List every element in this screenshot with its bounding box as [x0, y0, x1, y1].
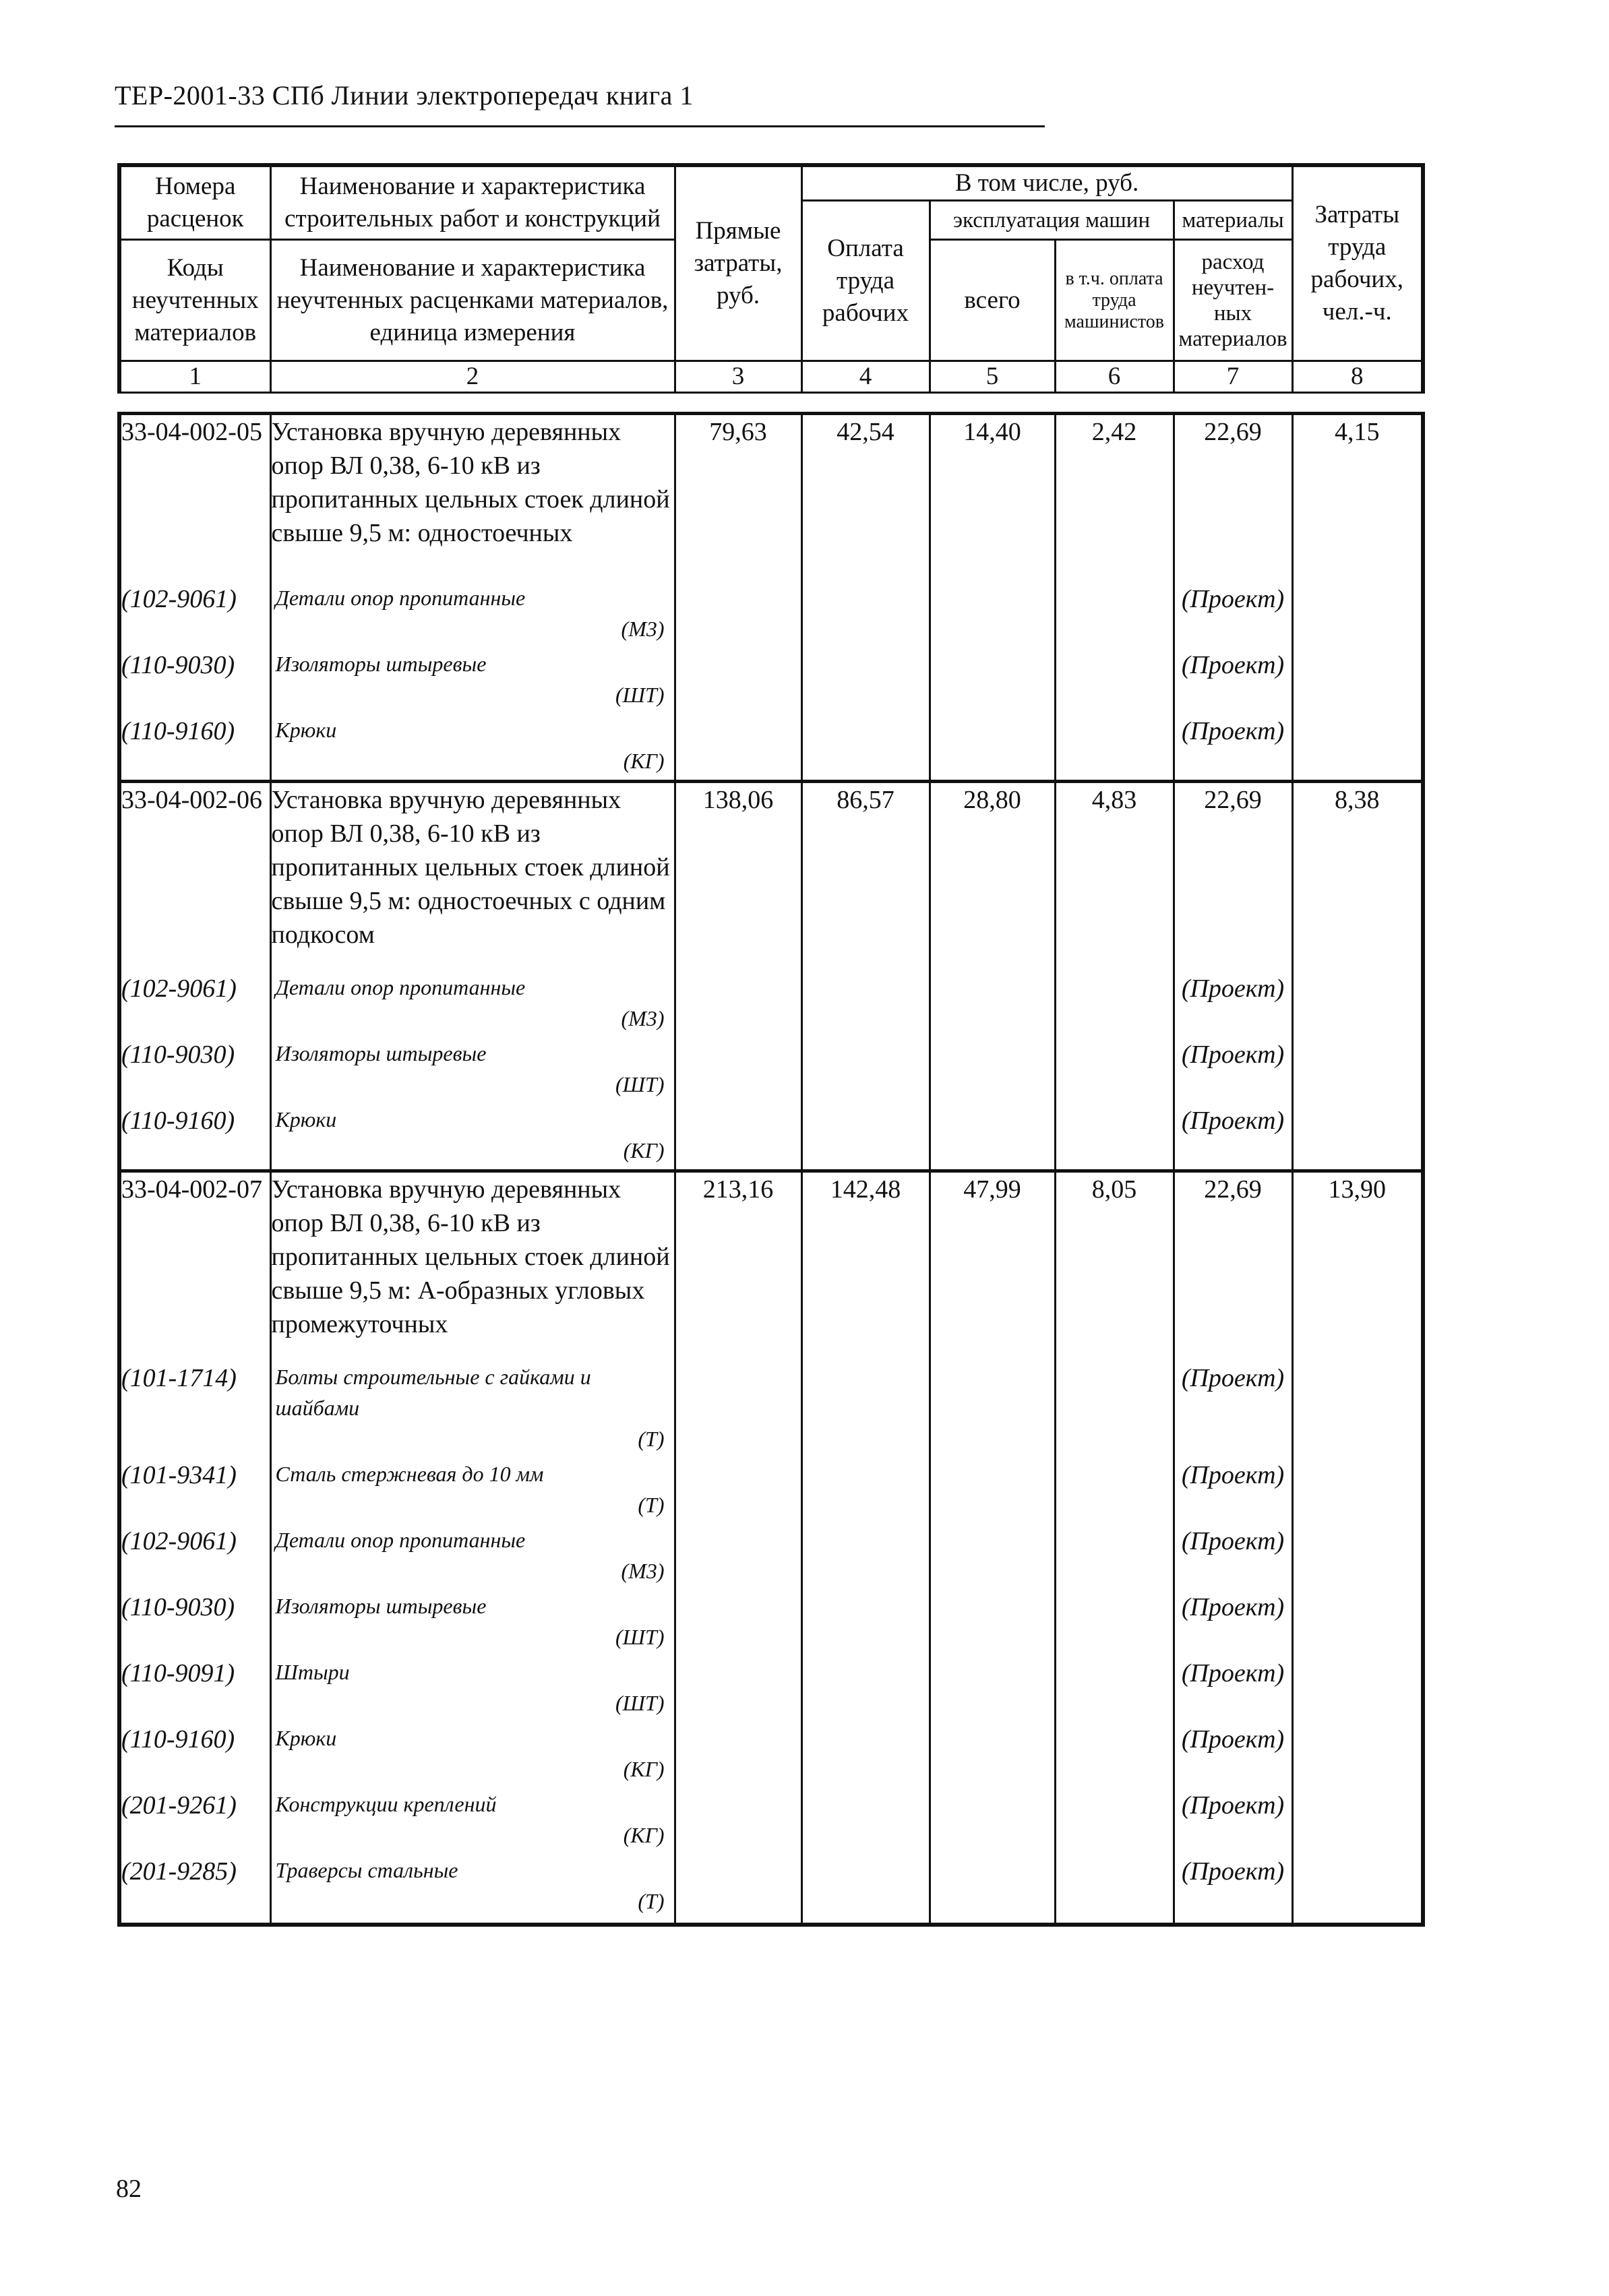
material-name: Изоляторы штыревые [275, 651, 487, 676]
material-unit: (М3) [621, 616, 665, 641]
direct-costs: 138,06 [675, 782, 801, 972]
material-unit: (КГ) [623, 1138, 665, 1162]
work-name: Установка вручную деревянных опор ВЛ 0,38, 6-10 кВ из пропитанных цельных стоек длиной свыше 9,5 м: одностоечных [270, 414, 675, 582]
work-name: Установка вручную деревянных опор ВЛ 0,38, 6-10 кВ из пропитанных цельных стоек длиной свыше 9,5 м: одностоечных с одним подкосом [270, 782, 675, 972]
list-item [119, 714, 1423, 782]
material-unit: (Т) [638, 1888, 665, 1913]
machinist-pay: 8,05 [1055, 1171, 1174, 1361]
machines-total: 28,80 [930, 782, 1055, 972]
material-value: (Проект) [1174, 972, 1292, 1038]
material-name: Штыри [275, 1659, 350, 1684]
material-unit: (ШТ) [615, 682, 665, 707]
material-code: (101-9341) [119, 1458, 270, 1524]
material-value: (Проект) [1174, 714, 1292, 782]
material-name: Сталь стержневая до 10 мм [275, 1461, 544, 1486]
material-value: (Проект) [1174, 648, 1292, 714]
labor-hours: 13,90 [1292, 1171, 1423, 1361]
col-number-1: 1 [119, 361, 270, 393]
table-header [117, 163, 1425, 394]
machinist-pay: 4,83 [1055, 782, 1174, 972]
material-unit: (Т) [638, 1426, 665, 1451]
rate-code: 33-04-002-07 [119, 1171, 270, 1361]
material-name: Изоляторы штыревые [275, 1041, 487, 1065]
header-material-name: Наименование и характеристика неучтенных расценками материалов, единица измерения [270, 240, 675, 361]
header-work-name: Наименование и характеристика строительных работ и конструкций [270, 165, 675, 240]
table-row [119, 1171, 1423, 1361]
col-number-3: 3 [675, 361, 801, 393]
header-rule [115, 125, 1045, 127]
material-name: Конструкции креплений [275, 1791, 497, 1816]
material-value: (Проект) [1174, 1723, 1292, 1789]
list-item [119, 1361, 1423, 1458]
material-code: (110-9160) [119, 1723, 270, 1789]
col-number-2: 2 [270, 361, 675, 393]
rate-code: 33-04-002-05 [119, 414, 270, 582]
material-unit: (КГ) [623, 1822, 665, 1847]
material-unit: (Т) [638, 1492, 665, 1517]
header-unaccounted-materials: расход неучтен- ных материалов [1174, 240, 1292, 361]
material-code: (110-9160) [119, 1104, 270, 1171]
material-name: Крюки [275, 1725, 337, 1750]
materials-cost: 22,69 [1174, 414, 1292, 582]
header-labor-pay: Оплата труда рабочих [801, 201, 930, 361]
list-item [119, 972, 1423, 1038]
page-title: ТЕР-2001-33 СПб Линии электропередач книга 1 [115, 80, 694, 111]
header-materials: материалы [1174, 201, 1292, 240]
material-value: (Проект) [1174, 1590, 1292, 1656]
header-machines: эксплуатация машин [930, 201, 1174, 240]
table-body [117, 412, 1425, 1927]
material-name: Изоляторы штыревые [275, 1593, 487, 1618]
header-machines-total: всего [930, 240, 1055, 361]
direct-costs: 79,63 [675, 414, 801, 582]
materials-cost: 22,69 [1174, 782, 1292, 972]
material-code: (201-9261) [119, 1789, 270, 1855]
list-item [119, 582, 1423, 648]
material-name: Крюки [275, 1107, 337, 1131]
material-unit: (КГ) [623, 748, 665, 773]
material-unit: (М3) [621, 1005, 665, 1030]
material-name: Крюки [275, 717, 337, 742]
material-value: (Проект) [1174, 582, 1292, 648]
labor-hours: 4,15 [1292, 414, 1423, 582]
labor-pay: 86,57 [801, 782, 930, 972]
material-name: Детали опор пропитанные [275, 585, 526, 610]
material-code: (201-9285) [119, 1855, 270, 1925]
machines-total: 47,99 [930, 1171, 1055, 1361]
list-item [119, 1458, 1423, 1524]
labor-pay: 42,54 [801, 414, 930, 582]
material-code: (110-9030) [119, 1038, 270, 1104]
col-number-5: 5 [930, 361, 1055, 393]
header-including-group: В том числе, руб. [801, 165, 1292, 201]
list-item [119, 1038, 1423, 1104]
work-name: Установка вручную деревянных опор ВЛ 0,38, 6-10 кВ из пропитанных цельных стоек длиной свыше 9,5 м: А-образных угловых промежуточных [270, 1171, 675, 1361]
material-value: (Проект) [1174, 1038, 1292, 1104]
machines-total: 14,40 [930, 414, 1055, 582]
col-number-8: 8 [1292, 361, 1423, 393]
material-code: (110-9091) [119, 1656, 270, 1723]
table-row [119, 782, 1423, 972]
list-item [119, 1524, 1423, 1590]
material-value: (Проект) [1174, 1361, 1292, 1458]
col-number-6: 6 [1055, 361, 1174, 393]
rate-code: 33-04-002-06 [119, 782, 270, 972]
header-machinist-pay: в т.ч. оплата труда машинистов [1055, 240, 1174, 361]
list-item [119, 1855, 1423, 1925]
material-code: (102-9061) [119, 972, 270, 1038]
list-item [119, 1656, 1423, 1723]
material-unit: (ШТ) [615, 1624, 665, 1649]
material-name: Траверсы стальные [275, 1857, 458, 1882]
labor-hours: 8,38 [1292, 782, 1423, 972]
page-number: 82 [116, 2175, 142, 2203]
header-material-codes: Коды неучтенных материалов [119, 240, 270, 361]
material-code: (101-1714) [119, 1361, 270, 1458]
direct-costs: 213,16 [675, 1171, 801, 1361]
material-code: (102-9061) [119, 582, 270, 648]
material-value: (Проект) [1174, 1656, 1292, 1723]
header-direct-costs: Прямые затраты, руб. [675, 165, 801, 361]
material-code: (102-9061) [119, 1524, 270, 1590]
material-unit: (М3) [621, 1558, 665, 1583]
material-name: Детали опор пропитанные [275, 974, 526, 999]
material-unit: (КГ) [623, 1756, 665, 1781]
material-unit: (ШТ) [615, 1690, 665, 1715]
header-rate-numbers: Номера расценок [119, 165, 270, 240]
material-unit: (ШТ) [615, 1072, 665, 1096]
material-value: (Проект) [1174, 1104, 1292, 1171]
col-number-7: 7 [1174, 361, 1292, 393]
materials-cost: 22,69 [1174, 1171, 1292, 1361]
labor-pay: 142,48 [801, 1171, 930, 1361]
list-item [119, 1789, 1423, 1855]
material-name: Болты строительные с гайками и шайбами [275, 1364, 591, 1420]
header-labor-hours: Затраты труда рабочих, чел.-ч. [1292, 165, 1423, 361]
list-item [119, 1590, 1423, 1656]
machinist-pay: 2,42 [1055, 414, 1174, 582]
material-name: Детали опор пропитанные [275, 1527, 526, 1552]
material-value: (Проект) [1174, 1458, 1292, 1524]
material-value: (Проект) [1174, 1855, 1292, 1925]
material-value: (Проект) [1174, 1524, 1292, 1590]
col-number-4: 4 [801, 361, 930, 393]
material-code: (110-9030) [119, 1590, 270, 1656]
list-item [119, 1723, 1423, 1789]
list-item [119, 648, 1423, 714]
material-code: (110-9160) [119, 714, 270, 782]
table-row [119, 414, 1423, 582]
material-code: (110-9030) [119, 648, 270, 714]
list-item [119, 1104, 1423, 1171]
material-value: (Проект) [1174, 1789, 1292, 1855]
